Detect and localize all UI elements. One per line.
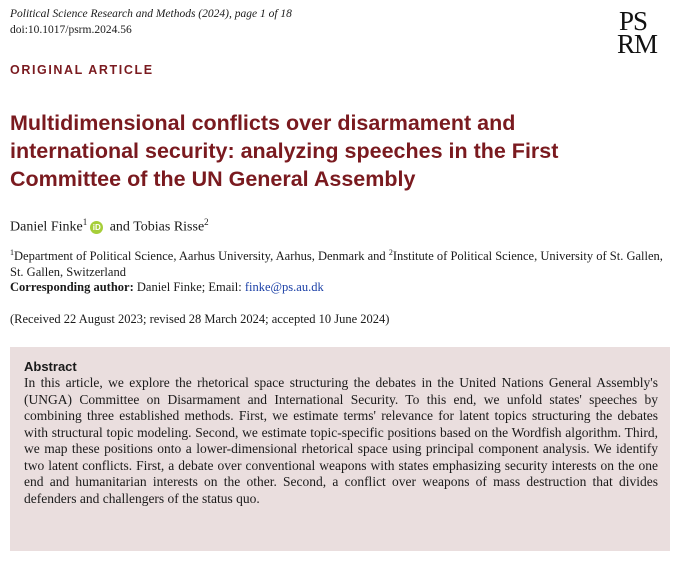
affil-marker: 2 [388, 248, 393, 257]
doi: doi:10.1017/psrm.2024.56 [10, 24, 132, 36]
received-dates: (Received 22 August 2023; revised 28 March 2024; accepted 10 June 2024) [10, 312, 390, 326]
affiliation-2: Institute of Political Science, University of St. Gallen, St. Gallen, Switzerland [10, 249, 663, 280]
author-list [10, 213, 209, 237]
corresponding-text: Daniel Finke; Email: [133, 280, 245, 294]
article-type-label: ORIGINAL ARTICLE [10, 63, 154, 77]
affil-marker: 1 [10, 248, 14, 257]
abstract-heading: Abstract [24, 359, 77, 374]
article-title: Multidimensional conflicts over disarmament and international security: analyzing speeches in the First Committee of the UN General Assembly [10, 111, 559, 191]
journal-citation: Political Science Research and Methods (2024), page 1 of 18 [10, 8, 292, 20]
abstract-text: In this article, we explore the rhetorical space structuring the debates in the United Nations General Assembly's (UNGA) Committee on Disarmament and International Security. To this end, we unfold states' speeches by combining three established methods. First, we estimate terms' relevance for latent topics structuring the debates with structural topic modeling. Second, we estimate topic-specific positions based on the Wordfish algorithm. Third, we map these positions onto a lower-dimensional rhetorical space using principal component analysis. We identify two latent conflicts. First, a debate over conventional weapons with states emphasizing security interests on the one end and humanitarian interests on the other. Second, a conflict over weapons of mass destruction that divides defenders and challengers of the status quo. [24, 375, 658, 506]
journal-logo [617, 6, 671, 59]
logo-top: PS [619, 6, 648, 36]
corresponding-author [10, 279, 324, 295]
abstract-box [10, 347, 670, 551]
author-affil-marker: 2 [204, 217, 209, 227]
affil-joiner: and [364, 249, 389, 264]
email-link[interactable]: finke@ps.au.dk [244, 280, 324, 294]
corresponding-label: Corresponding author: [10, 280, 134, 294]
author-name[interactable]: Daniel Finke [10, 219, 83, 235]
orcid-icon[interactable]: iD [90, 221, 103, 234]
author-name[interactable]: Tobias Risse [133, 219, 205, 235]
logo-bottom: RM [617, 29, 658, 59]
affiliation-1: Department of Political Science, Aarhus University, Aarhus, Denmark [14, 249, 365, 264]
author-affil-marker: 1 [82, 217, 88, 227]
affiliations [10, 245, 670, 280]
author-conjunction: and [106, 219, 134, 235]
